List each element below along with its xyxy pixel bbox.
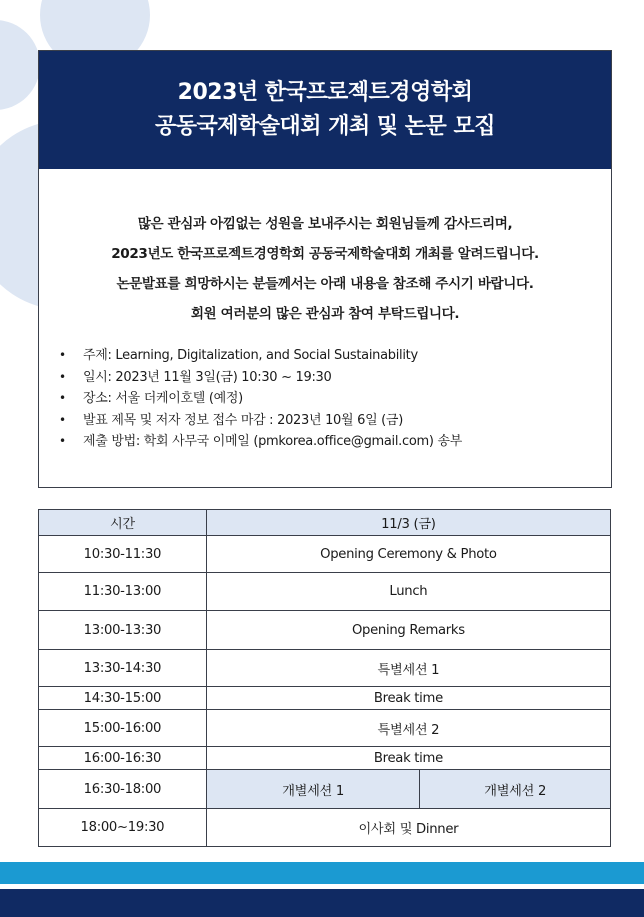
table-row <box>39 650 611 687</box>
time-cell: 16:00-16:30 <box>39 747 207 770</box>
time-cell: 13:00-13:30 <box>39 611 207 650</box>
table-row <box>39 536 611 573</box>
details-list <box>59 345 601 453</box>
time-cell: 11:30-13:00 <box>39 573 207 611</box>
detail-topic: • 주제: Learning, Digitalization, and Social Sustainability <box>59 345 601 367</box>
detail-venue: • 장소: 서울 더케이호텔 (예정) <box>59 388 601 410</box>
announcement-body <box>39 169 611 487</box>
time-cell: 10:30-11:30 <box>39 536 207 573</box>
table-row <box>39 573 611 611</box>
intro-line: 논문발표를 희망하시는 분들께서는 아래 내용을 참조해 주시기 바랍니다. <box>116 276 534 292</box>
event-cell: Opening Remarks <box>206 611 610 650</box>
footer-band-dark <box>0 889 644 917</box>
event-cell-session-2: 개별세션 2 <box>420 770 611 809</box>
detail-deadline: • 발표 제목 및 저자 정보 접수 마감 : 2023년 10월 6일 (금) <box>59 410 601 432</box>
detail-submission: • 제출 방법: 학회 사무국 이메일 (pmkorea.office@gmail.com) 송부 <box>59 431 601 453</box>
table-row <box>39 809 611 847</box>
event-cell: 특별세션 1 <box>206 650 610 687</box>
title-line-2: 공동국제학술대회 개최 및 논문 모집 <box>155 114 495 139</box>
intro-line: 2023년도 한국프로젝트경영학회 공동국제학술대회 개최를 알려드립니다. <box>111 246 539 262</box>
event-cell: Opening Ceremony & Photo <box>206 536 610 573</box>
table-row <box>39 710 611 747</box>
event-cell: Break time <box>206 687 610 710</box>
time-cell: 16:30-18:00 <box>39 770 207 809</box>
time-cell: 18:00~19:30 <box>39 809 207 847</box>
intro-line: 회원 여러분의 많은 관심과 참여 부탁드립니다. <box>190 306 460 322</box>
header-time: 시간 <box>39 510 207 536</box>
announcement-header <box>39 51 611 169</box>
footer-band-light <box>0 862 644 884</box>
table-header-row <box>39 510 611 536</box>
header-day: 11/3 (금) <box>206 510 610 536</box>
table-row <box>39 770 611 809</box>
title-line-1: 2023년 한국프로젝트경영학회 <box>177 80 473 105</box>
event-cell: 특별세션 2 <box>206 710 610 747</box>
time-cell: 15:00-16:00 <box>39 710 207 747</box>
detail-date: • 일시: 2023년 11월 3일(금) 10:30 ~ 19:30 <box>59 367 601 389</box>
announcement-card <box>38 50 612 488</box>
time-cell: 13:30-14:30 <box>39 650 207 687</box>
time-cell: 14:30-15:00 <box>39 687 207 710</box>
event-cell: Break time <box>206 747 610 770</box>
table-row <box>39 611 611 650</box>
event-cell: 이사회 및 Dinner <box>206 809 610 847</box>
decorative-circle <box>0 20 40 110</box>
intro-paragraph <box>39 209 611 329</box>
schedule-table <box>38 509 611 847</box>
intro-line: 많은 관심과 아낌없는 성원을 보내주시는 회원님들께 감사드리며, <box>137 216 513 232</box>
table-row <box>39 687 611 710</box>
event-cell: Lunch <box>206 573 610 611</box>
table-row <box>39 747 611 770</box>
event-cell-session-1: 개별세션 1 <box>206 770 420 809</box>
